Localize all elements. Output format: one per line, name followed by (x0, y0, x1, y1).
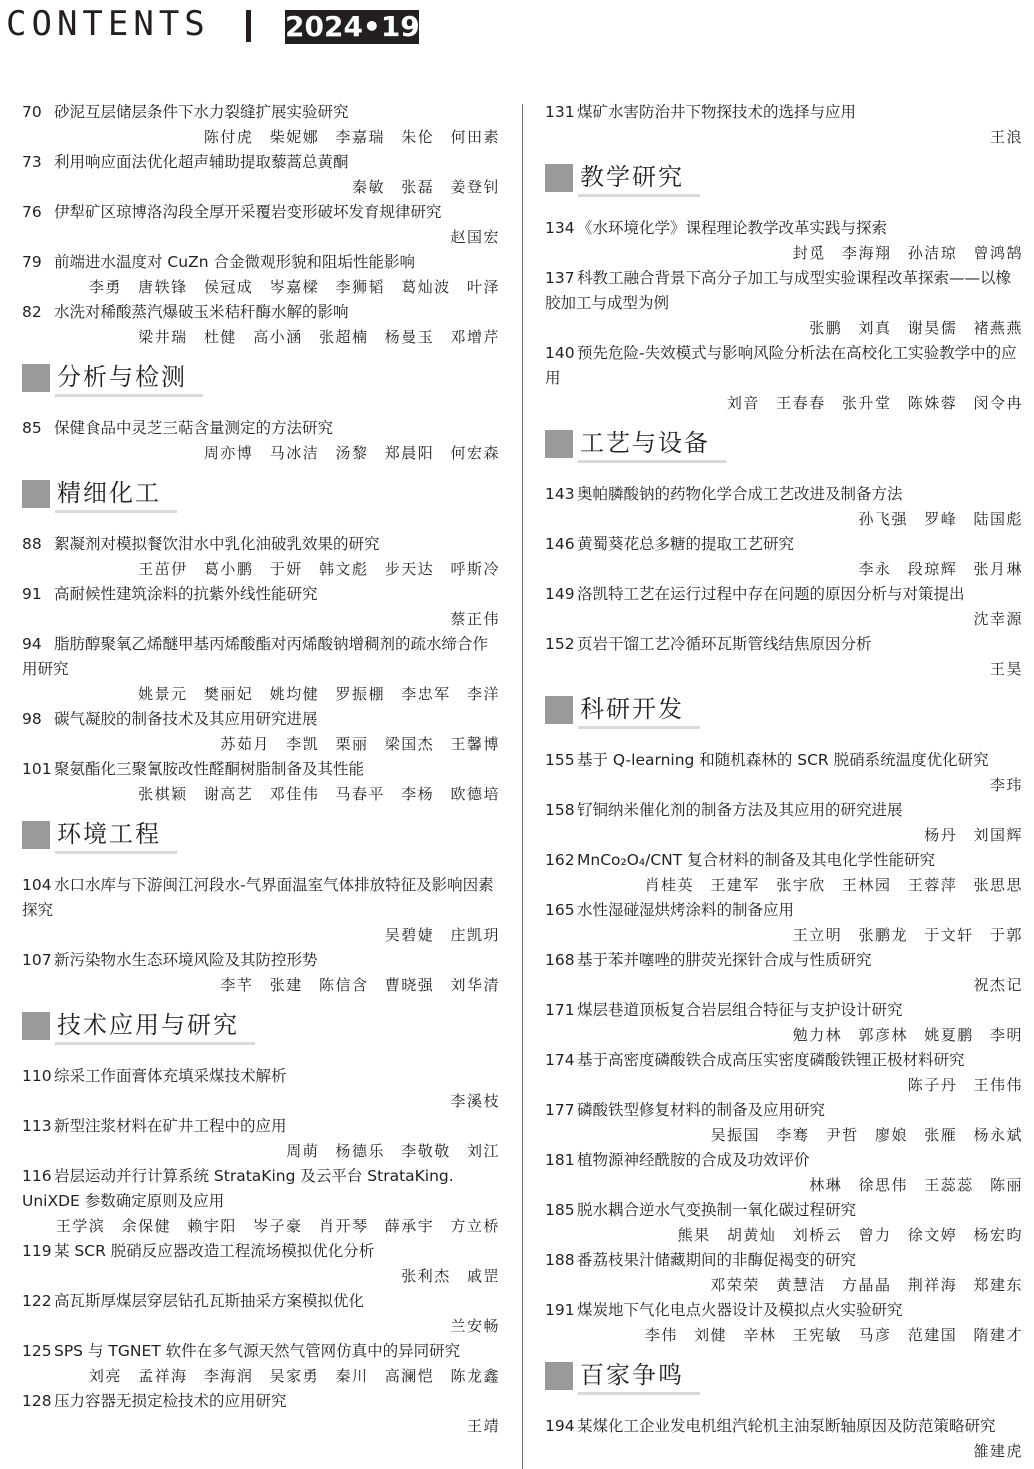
toc-entry[interactable] (545, 748, 1023, 798)
toc-entry-line (545, 748, 1023, 773)
toc-entry[interactable] (22, 1114, 500, 1164)
article-title[interactable]: 黄蜀葵花总多糖的提取工艺研究 (577, 535, 795, 553)
section-square-icon (545, 430, 573, 458)
page-number: 152 (545, 635, 575, 653)
article-authors: 李芊 张建 陈信含 曹晓强 刘华清 (220, 976, 500, 994)
toc-entry-line (22, 1389, 500, 1414)
article-title[interactable]: 煤层巷道顶板复合岩层组合特征与支护设计研究 (577, 1001, 903, 1019)
article-title[interactable]: MnCo₂O₄/CNT 复合材料的制备及其电化学性能研究 (577, 851, 936, 869)
page-number: 101 (22, 760, 52, 778)
toc-entry-line (22, 1339, 500, 1364)
article-title[interactable]: 压力容器无损定检技术的应用研究 (54, 1392, 287, 1410)
article-authors: 张利杰 戚罡 (401, 1267, 500, 1285)
article-title[interactable]: 脱水耦合逆水气变换制一氧化碳过程研究 (577, 1201, 857, 1219)
article-authors: 周亦博 马冰洁 汤黎 郑晨阳 何宏森 (203, 444, 500, 462)
article-authors: 刘音 王春春 张升堂 陈姝蓉 闵令冉 (726, 394, 1023, 412)
section-square-icon (22, 1012, 50, 1040)
toc-entry-line (545, 898, 1023, 923)
article-authors: 勉力林 郭彦林 姚夏鹏 李明 (792, 1026, 1023, 1044)
toc-entry[interactable] (545, 1198, 1023, 1248)
toc-entry-line (22, 1114, 500, 1139)
article-title[interactable]: 基于高密度磷酸铁合成高压实密度磷酸铁锂正极材料研究 (577, 1051, 965, 1069)
article-title[interactable]: 钌铜纳米催化剂的制备方法及其应用的研究进展 (577, 801, 903, 819)
article-title[interactable]: 综采工作面膏体充填采煤技术解析 (54, 1067, 287, 1085)
page-number: 73 (22, 153, 42, 171)
toc-entry-line (22, 200, 500, 225)
toc-entry-line (22, 250, 500, 275)
toc-entry-line (22, 100, 500, 125)
page-number: 194 (545, 1417, 575, 1435)
article-authors: 祝杰记 (973, 976, 1023, 994)
toc-entry-line (545, 1048, 1023, 1073)
right-column (545, 100, 1023, 1464)
article-title[interactable]: 某煤化工企业发电机组汽轮机主油泵断轴原因及防范策略研究 (577, 1417, 996, 1435)
toc-entry-line (22, 1064, 500, 1089)
article-authors: 邓荣荣 黄慧洁 方晶晶 荆祥海 郑建东 (710, 1276, 1023, 1294)
section-square-icon (22, 480, 50, 508)
article-title[interactable]: 保健食品中灵芝三萜含量测定的方法研究 (54, 419, 334, 437)
page-number: 107 (22, 951, 52, 969)
toc-entry-line (22, 632, 500, 682)
toc-entry-line (545, 482, 1023, 507)
article-authors: 王昊 (989, 660, 1023, 678)
toc-entry-line (545, 948, 1023, 973)
article-authors: 张棋颖 谢高艺 邓佳伟 马春平 李杨 欧德培 (138, 785, 500, 803)
page-number: 131 (545, 103, 575, 121)
article-title[interactable]: 《水环境化学》课程理论教学改革实践与探索 (577, 219, 888, 237)
toc-entry[interactable] (545, 216, 1023, 266)
article-authors: 吴碧婕 庄凯玥 (384, 926, 500, 944)
article-title[interactable]: 植物源神经酰胺的合成及功效评价 (577, 1151, 810, 1169)
article-authors: 李伟 刘健 辛林 王宪敏 马彦 范建国 隋建才 (644, 1326, 1023, 1344)
article-title[interactable]: 伊犁矿区琼博洛沟段全厚开采覆岩变形破坏发育规律研究 (54, 203, 442, 221)
article-title[interactable]: 煤矿水害防治井下物探技术的选择与应用 (577, 103, 857, 121)
page-number: 98 (22, 710, 42, 728)
section-heading (545, 692, 1023, 734)
toc-entry[interactable] (22, 873, 500, 948)
column-divider (522, 104, 523, 1469)
toc-entry-line (22, 948, 500, 973)
section-label: 科研开发 (578, 692, 700, 729)
page-number: 140 (545, 344, 575, 362)
page-number: 162 (545, 851, 575, 869)
article-authors: 肖桂英 王建军 张宇欣 王林园 王蓉萍 张思思 (644, 876, 1023, 894)
article-title[interactable]: 水性湿碰湿烘烤涂料的制备应用 (577, 901, 795, 919)
toc-entry-line (22, 873, 500, 923)
toc-entry[interactable] (22, 1339, 500, 1389)
article-title[interactable]: 番荔枝果汁储藏期间的非酶促褐变的研究 (577, 1251, 857, 1269)
header (0, 0, 1034, 50)
page-number: 104 (22, 876, 52, 894)
article-authors: 李永 段琼辉 张月琳 (858, 560, 1023, 578)
article-authors: 李玮 (989, 776, 1023, 794)
page-number: 134 (545, 219, 575, 237)
article-title[interactable]: 脂肪醇聚氧乙烯醚甲基丙烯酸酯对丙烯酸钠增稠剂的疏水缔合作用研究 (22, 635, 489, 678)
article-authors: 陈付虎 柴妮娜 李嘉瑞 朱伦 何田素 (203, 128, 500, 146)
page-number: 155 (545, 751, 575, 769)
section-label: 环境工程 (55, 817, 177, 854)
toc-entry-line (545, 100, 1023, 125)
section-label: 精细化工 (55, 476, 177, 513)
toc-entry-line (545, 1148, 1023, 1173)
article-title[interactable]: 洛凯特工艺在运行过程中存在问题的原因分析与对策提出 (577, 585, 965, 603)
page-number: 91 (22, 585, 42, 603)
page-number: 110 (22, 1067, 52, 1085)
article-authors: 陈子丹 王伟伟 (907, 1076, 1023, 1094)
article-authors: 李溪枝 (450, 1092, 500, 1110)
toc-entry[interactable] (22, 1289, 500, 1339)
article-title[interactable]: 絮凝剂对模拟餐饮泔水中乳化油破乳效果的研究 (54, 535, 380, 553)
toc-entry-line (22, 1289, 500, 1314)
article-authors: 兰安畅 (450, 1317, 500, 1335)
article-title[interactable]: 高瓦斯厚煤层穿层钻孔瓦斯抽采方案模拟优化 (54, 1292, 365, 1310)
section-heading (22, 360, 500, 402)
page-number: 137 (545, 269, 575, 287)
section-label: 教学研究 (578, 160, 700, 197)
article-authors: 熊果 胡黄灿 刘桥云 曾力 徐文婷 杨宏昀 (677, 1226, 1023, 1244)
article-authors: 王立明 张鹏龙 于文轩 于郭 (792, 926, 1023, 944)
toc-entry-line (545, 341, 1023, 391)
toc-entry[interactable] (545, 482, 1023, 532)
page-number: 185 (545, 1201, 575, 1219)
page-number: 119 (22, 1242, 52, 1260)
page-number: 113 (22, 1117, 52, 1135)
toc-entry[interactable] (22, 200, 500, 250)
toc-entry[interactable] (22, 250, 500, 300)
toc-entry[interactable] (545, 1098, 1023, 1148)
toc-entry-line (545, 266, 1023, 316)
toc-entry[interactable] (22, 1389, 500, 1439)
section-square-icon (545, 1362, 573, 1390)
toc-entry-line (22, 1239, 500, 1264)
page-number: 165 (545, 901, 575, 919)
toc-entry-line (545, 998, 1023, 1023)
page-number: 94 (22, 635, 42, 653)
toc-entry[interactable] (545, 532, 1023, 582)
article-authors: 王浪 (989, 128, 1023, 146)
toc-entry-line (545, 798, 1023, 823)
toc-entry-line (22, 416, 500, 441)
section-square-icon (545, 164, 573, 192)
article-authors: 杨丹 刘国辉 (924, 826, 1023, 844)
article-title[interactable]: 聚氨酯化三聚氰胺改性醛酮树脂制备及其性能 (54, 760, 365, 778)
section-heading (22, 817, 500, 859)
article-authors: 吴振国 李骞 尹哲 廖娘 张雁 杨永斌 (710, 1126, 1023, 1144)
article-title[interactable]: 前端进水温度对 CuZn 合金微观形貌和阻垢性能影响 (54, 253, 415, 271)
toc-entry-line (22, 582, 500, 607)
article-authors: 梁井瑞 杜健 高小涵 张超楠 杨曼玉 邓增芹 (138, 328, 500, 346)
page-number: 191 (545, 1301, 575, 1319)
page-number: 70 (22, 103, 42, 121)
toc-entry[interactable] (22, 707, 500, 757)
toc-entry[interactable] (545, 898, 1023, 948)
toc-entry[interactable] (545, 998, 1023, 1048)
toc-entry-line (545, 1298, 1023, 1323)
article-title[interactable]: 某 SCR 脱硝反应器改造工程流场模拟优化分析 (54, 1242, 375, 1260)
article-authors: 赵国宏 (450, 228, 500, 246)
article-title[interactable]: 新污染物水生态环境风险及其防控形势 (54, 951, 318, 969)
article-authors: 蔡正伟 (450, 610, 500, 628)
article-authors: 王靖 (466, 1417, 500, 1435)
page-number: 171 (545, 1001, 575, 1019)
toc-entry[interactable] (545, 1298, 1023, 1348)
contents-heading: CONTENTS (6, 4, 210, 44)
section-square-icon (22, 821, 50, 849)
page-number: 125 (22, 1342, 52, 1360)
article-title[interactable]: SPS 与 TGNET 软件在多气源天然气管网仿真中的异同研究 (54, 1342, 461, 1360)
toc-entry-line (545, 1198, 1023, 1223)
page-number: 88 (22, 535, 42, 553)
section-label: 分析与检测 (55, 360, 203, 397)
toc-entry[interactable] (22, 416, 500, 466)
article-title[interactable]: 利用响应面法优化超声辅助提取藜蒿总黄酮 (54, 153, 349, 171)
article-authors: 周萌 杨德乐 李敬敬 刘江 (286, 1142, 500, 1160)
toc-entry[interactable] (545, 632, 1023, 682)
page-number: 168 (545, 951, 575, 969)
article-authors: 雒建虎 (973, 1442, 1023, 1460)
toc-entry[interactable] (545, 100, 1023, 150)
article-authors: 林琳 徐思伟 王蕊蕊 陈丽 (809, 1176, 1023, 1194)
toc-entry[interactable] (545, 848, 1023, 898)
section-heading (22, 476, 500, 518)
article-authors: 刘亮 孟祥海 李海润 吴家勇 秦川 高澜恺 陈龙鑫 (88, 1367, 500, 1385)
section-heading (545, 1358, 1023, 1400)
toc-entry-line (545, 632, 1023, 657)
article-title[interactable]: 岩层运动并行计算系统 StrataKing 及云平台 StrataKing. UniXDE 参数确定原则及应用 (22, 1167, 454, 1210)
article-title[interactable]: 水口水库与下游闽江河段水-气界面温室气体排放特征及影响因素探究 (22, 876, 494, 919)
article-title[interactable]: 科教工融合背景下高分子加工与成型实验课程改革探索——以橡胶加工与成型为例 (545, 269, 1012, 312)
article-authors: 王学滨 余保健 赖宇阳 岑子豪 肖开琴 薛承宇 方立桥 (55, 1217, 500, 1235)
toc-entry[interactable] (545, 266, 1023, 341)
toc-entry[interactable] (545, 1248, 1023, 1298)
section-label: 工艺与设备 (578, 426, 726, 463)
header-divider-bar (246, 10, 251, 42)
page-number: 76 (22, 203, 42, 221)
page-number: 122 (22, 1292, 52, 1310)
section-heading (22, 1008, 500, 1050)
toc-entry-line (22, 1164, 500, 1214)
article-title[interactable]: 砂泥互层储层条件下水力裂缝扩展实验研究 (54, 103, 349, 121)
section-heading (545, 426, 1023, 468)
article-title[interactable]: 碳气凝胶的制备技术及其应用研究进展 (54, 710, 318, 728)
article-authors: 孙飞强 罗峰 陆国彪 (858, 510, 1023, 528)
toc-entry-line (22, 532, 500, 557)
toc-entry-line (545, 532, 1023, 557)
page-number: 143 (545, 485, 575, 503)
article-title[interactable]: 水洗对稀酸蒸汽爆破玉米秸秆酶水解的影响 (54, 303, 349, 321)
toc-entry-line (22, 707, 500, 732)
page-number: 82 (22, 303, 42, 321)
toc-entry[interactable] (22, 582, 500, 632)
page-number: 146 (545, 535, 575, 553)
toc-entry[interactable] (22, 757, 500, 807)
toc-entry[interactable] (22, 100, 500, 150)
toc-entry[interactable] (22, 1164, 500, 1239)
section-square-icon (545, 696, 573, 724)
toc-entry-line (545, 848, 1023, 873)
toc-entry[interactable] (22, 532, 500, 582)
toc-entry-line (22, 757, 500, 782)
section-square-icon (22, 364, 50, 392)
article-title[interactable]: 磷酸铁型修复材料的制备及应用研究 (577, 1101, 826, 1119)
page-number: 85 (22, 419, 42, 437)
article-title[interactable]: 新型注浆材料在矿井工程中的应用 (54, 1117, 287, 1135)
article-title[interactable]: 奥帕膦酸钠的药物化学合成工艺改进及制备方法 (577, 485, 903, 503)
article-authors: 张鹏 刘真 谢昊儒 褚燕燕 (809, 319, 1023, 337)
toc-entry-line (545, 1098, 1023, 1123)
section-heading (545, 160, 1023, 202)
toc-entry[interactable] (22, 300, 500, 350)
page-number: 79 (22, 253, 42, 271)
toc-entry-line (545, 1414, 1023, 1439)
page-number: 174 (545, 1051, 575, 1069)
article-title[interactable]: 基于苯并噻唑的肼荧光探针合成与性质研究 (577, 951, 872, 969)
article-authors: 秦敏 张磊 姜登钊 (351, 178, 500, 196)
article-authors: 姚景元 樊丽妃 姚均健 罗振棚 李忠军 李洋 (138, 685, 500, 703)
article-authors: 苏茹月 李凯 栗丽 梁国杰 王馨博 (220, 735, 500, 753)
section-label: 技术应用与研究 (55, 1008, 255, 1045)
article-authors: 封觅 李海翔 孙洁琼 曾鸿鹄 (792, 244, 1023, 262)
toc-entry-line (22, 300, 500, 325)
page-number: 116 (22, 1167, 52, 1185)
article-authors: 沈幸源 (973, 610, 1023, 628)
toc-entry-line (545, 1248, 1023, 1273)
article-title[interactable]: 页岩干馏工艺冷循环瓦斯管线结焦原因分析 (577, 635, 872, 653)
section-label: 百家争鸣 (578, 1358, 700, 1395)
page-number: 181 (545, 1151, 575, 1169)
page-number: 128 (22, 1392, 52, 1410)
article-authors: 王茁伊 葛小鹏 于妍 韩文彪 步天达 呼斯冷 (138, 560, 500, 578)
toc-entry[interactable] (22, 1239, 500, 1289)
toc-entry[interactable] (545, 948, 1023, 998)
toc-entry[interactable] (22, 632, 500, 707)
toc-entry-line (545, 216, 1023, 241)
article-title[interactable]: 高耐候性建筑涂料的抗紫外线性能研究 (54, 585, 318, 603)
toc-entry[interactable] (545, 1414, 1023, 1464)
toc-entry[interactable] (545, 1148, 1023, 1198)
article-title[interactable]: 预先危险-失效模式与影响风险分析法在高校化工实验教学中的应用 (545, 344, 1017, 387)
toc-entry[interactable] (22, 150, 500, 200)
toc-entry-line (22, 150, 500, 175)
page-number: 158 (545, 801, 575, 819)
toc-entry-line (545, 582, 1023, 607)
page-number: 149 (545, 585, 575, 603)
page-number: 188 (545, 1251, 575, 1269)
toc-entry[interactable] (545, 1048, 1023, 1098)
article-authors: 李勇 唐轶锋 侯冠成 岑嘉樑 李狮韬 葛灿波 叶泽 (88, 278, 500, 296)
article-title[interactable]: 基于 Q-learning 和随机森林的 SCR 脱硝系统温度优化研究 (577, 751, 989, 769)
toc-entry[interactable] (545, 798, 1023, 848)
issue-number-badge: 2024•19 (285, 10, 420, 43)
left-column (22, 100, 500, 1439)
toc-entry[interactable] (22, 948, 500, 998)
page-number: 177 (545, 1101, 575, 1119)
toc-entry[interactable] (22, 1064, 500, 1114)
toc-entry[interactable] (545, 341, 1023, 416)
article-title[interactable]: 煤炭地下气化电点火器设计及模拟点火实验研究 (577, 1301, 903, 1319)
toc-entry[interactable] (545, 582, 1023, 632)
